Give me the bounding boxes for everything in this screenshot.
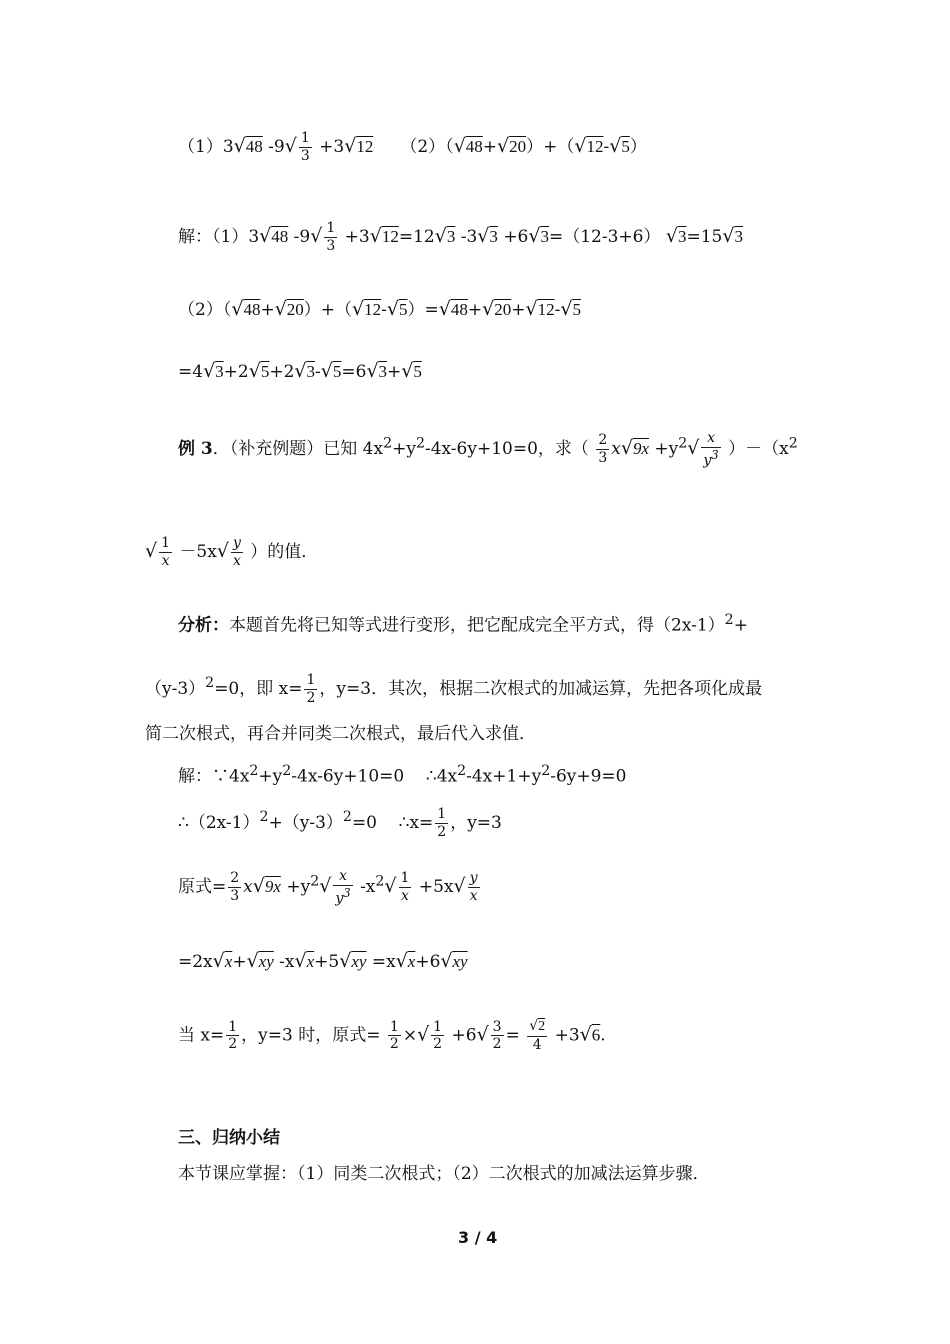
page-number: 3 / 4 xyxy=(458,1228,498,1247)
analysis-label: 分析： xyxy=(178,615,229,636)
solution-3-line-1: 解：$\because 4x^2+y^2-4x-6y+10=0$ $\therefore 4x^2-4x+1+y^2-6y+9=0$ xyxy=(178,763,627,787)
solution-2-result: =4√3+2√5+2√3-√5=6√3+√5 xyxy=(178,360,422,382)
problem-line: （1）3√48 -9√ $\frac{1}{3}$ +3√12 （2）（√48+√20）+（√12-√5） xyxy=(178,130,647,164)
example-3-continued: √ $\frac{1}{x}$ －5x√ $\frac{y}{x}$ ）的值． xyxy=(145,535,319,569)
solution-3-line-4: =2x√x+√xy -x√x+5√xy =x√x+6√xy xyxy=(178,950,468,972)
solution-3-line-5: 当 x= $\frac{1}{2}$ ，y=3 时，原式= $\frac{1}{2}$ ×√ $\frac{1}{2}$ +6√ $\frac{3}{2}$ = $\frac{√2}{4}$ +3√6. xyxy=(178,1018,606,1053)
solution-3-line-2: $\therefore(2x-1)^2+(y-3)^2=0$ ∴x= $\frac{1}{2}$ ，y=3 xyxy=(178,806,502,840)
example-label: 例 3 xyxy=(178,439,213,460)
analysis-line-3: 简二次根式，再合并同类二次根式，最后代入求值． xyxy=(145,724,536,744)
solution-3-line-3: 原式= $\frac{2}{3}$ $x√9x +y^2√$ $\frac{x}{y^3}$ $-x^2√$ $\frac{1}{x}$ +5x√ $\frac{y}{x}$ xyxy=(178,868,478,907)
analysis-line-2: $(y-3)^2=0$，即 x= $\frac{1}{2}$ ，y=3．其次，根据二次根式的加减运算，先把各项化成最 xyxy=(145,672,763,706)
summary-heading: 三、归纳小结 xyxy=(178,1128,280,1148)
solution-1: 解：（1）3√48 -9√ $\frac{1}{3}$ +3√12=12√3 -3√3 +6√3=（12-3+6） √3=15√3 xyxy=(178,220,743,254)
example-3: 例 3．（补充例题）已知 $4x^2+y^2-4x-6y+10=0$，求（ $\frac{2}{3}$ $x√9x +y^2√$ $\frac{x}{y^3}$ ）$-(x^2$ xyxy=(178,430,798,469)
solution-2: （2）（√48+√20）+（√12-√5）=√48+√20+√12-√5 xyxy=(178,298,581,320)
fraction: $\frac{1}{3}$ xyxy=(300,130,310,164)
sqrt-symbol: √ xyxy=(233,134,246,157)
summary-text: 本节课应掌握：（1）同类二次根式；（2）二次根式的加减法运算步骤． xyxy=(178,1164,710,1184)
analysis-line-1: 分析：本题首先将已知等式进行变形，把它配成完全平方式，得$(2x-1)^2+$ xyxy=(178,612,748,636)
